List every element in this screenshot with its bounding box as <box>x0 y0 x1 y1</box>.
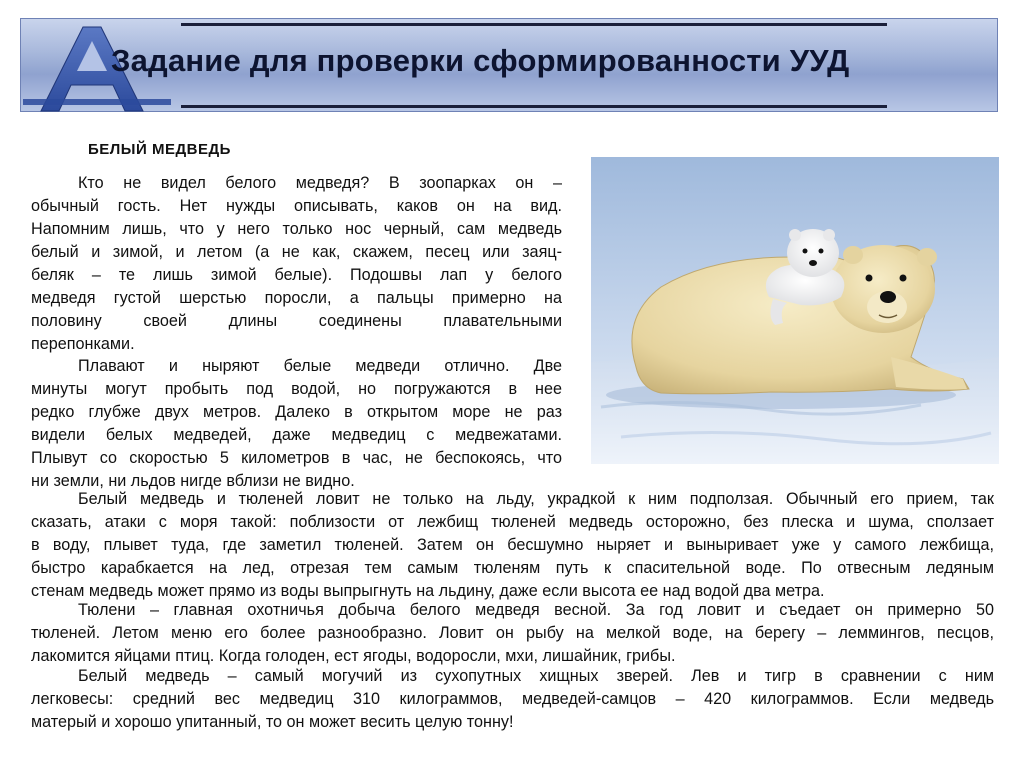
paragraph-2 <box>31 355 562 493</box>
header-rule-bottom <box>181 105 887 108</box>
text-line: матерый и хорошо упитанный, то он может весить целую тонну! <box>31 713 514 731</box>
text-line: обычный гость. Нет нужды описывать, каков он на вид. <box>31 197 562 215</box>
page-title: Задание для проверки сформированности УУД <box>111 43 850 78</box>
text-line: тюленей. Летом меню его более разнообразно. Ловит он рыбу на мелкой воде, на берегу – леммингов, песцов, <box>31 624 994 642</box>
text-line: минуты могут пробыть под водой, но погружаются в нее <box>31 380 562 398</box>
text-line: Плывут со скоростью 5 километров в час, не беспокоясь, что <box>31 449 562 467</box>
text-line: медведя густой шерстью поросли, а пальцы примерно на <box>31 289 562 307</box>
text-line: беляк – те лишь зимой белые). Подошвы лап у белого <box>31 266 562 284</box>
text-line: сказать, атаки с моря такой: поблизости от лежбищ тюленей медведь осторожно, без плеска и шума, сползает <box>31 513 994 531</box>
text-line: Плавают и ныряют белые медведи отлично. Две <box>78 357 562 375</box>
text-line: Белый медведь и тюленей ловит не только на льду, украдкой к ним подползая. Обычный его прием, так <box>78 490 994 508</box>
text-line: белый и зимой, и летом (а не как, скажем, песец или заяц- <box>31 243 562 261</box>
text-line: Кто не видел белого медведя? В зоопарках он – <box>78 174 562 192</box>
text-line: половину своей длины соединены плавательными <box>31 312 562 330</box>
header-banner <box>20 18 998 112</box>
paragraph-3 <box>31 488 994 603</box>
polar-bear-with-cub-photo <box>591 157 999 464</box>
paragraph-1 <box>31 172 562 356</box>
text-line: быстро карабкается на лед, отрезая тем самым тюленям путь к спасительной воде. По отвесным ледяным <box>31 559 994 577</box>
text-line: редко глубже двух метров. Далеко в открытом море не раз <box>31 403 562 421</box>
text-line: перепонками. <box>31 335 135 353</box>
text-line: Тюлени – главная охотничья добыча белого медведя весной. За год ловит и съедает он примерно 50 <box>78 601 994 619</box>
text-line: в воду, плывет туда, где заметил тюленей. Затем он бесшумно ныряет и выныривает уже у самого лежбища, <box>31 536 994 554</box>
article-heading: БЕЛЫЙ МЕДВЕДЬ <box>88 141 231 158</box>
text-line: Белый медведь – самый могучий из сухопутных хищных зверей. Лев и тигр в сравнении с ним <box>78 667 994 685</box>
text-line: Напомним лишь, что у него только нос черный, сам медведь <box>31 220 562 238</box>
text-line: легковесы: средний вес медведиц 310 килограммов, медведей-самцов – 420 килограммов. Если медведь <box>31 690 994 708</box>
text-line: стенам медведь может прямо из воды выпрыгнуть на льдину, даже если высота ее над водой два метра. <box>31 582 825 600</box>
text-line: лакомится яйцами птиц. Когда голоден, ест ягоды, водоросли, мхи, лишайник, грибы. <box>31 647 676 665</box>
header-rule-top <box>181 23 887 26</box>
text-line: ни земли, ни льдов нигде вблизи не видно. <box>31 472 355 490</box>
paragraph-5 <box>31 665 994 734</box>
text-line: видели белых медведей, даже медведиц с медвежатами. <box>31 426 562 444</box>
paragraph-4 <box>31 599 994 668</box>
